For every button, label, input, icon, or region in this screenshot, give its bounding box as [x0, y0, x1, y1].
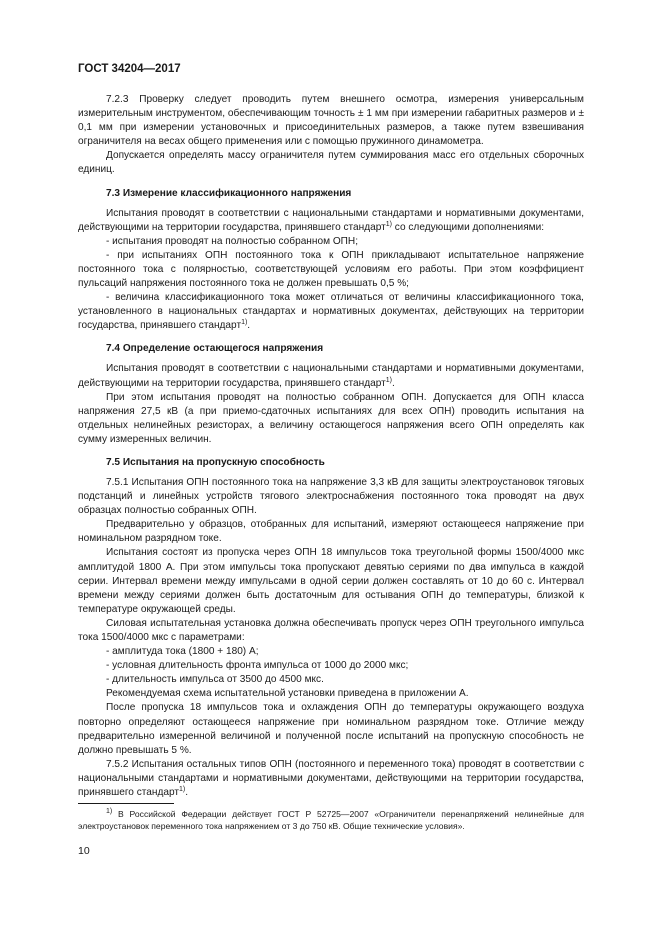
section-heading-7-5: 7.5 Испытания на пропускную способность	[106, 456, 325, 468]
paragraph-after-test: После пропуска 18 импульсов тока и охлаждения ОПН до температуры окружающего воздуха повторно определяют остающееся напряжение при номинальном разрядном токе. Отличие между предварительно измеренной величиной и полученной после испытаний на пропускную способность не должно превышать 5 %.	[78, 702, 584, 756]
document-body	[78, 93, 584, 800]
list-item: - величина классификационного тока может отличаться от величины классификационного тока, установленного в национальных стандартах и нормативных документах, действующих на территории государства, принявшего стандарт$^{1)}$.	[78, 292, 584, 332]
paragraph-7-4-detail: При этом испытания проводят на полностью собранном ОПН. Допускается для ОПН класса напряжения 27,5 кВ (а при приемо-сдаточных испытаниях для всех ОПН) проводить испытания на отдельных нелинейных резисторах, а величину остающегося напряжения всего ОПН определять как сумму измеренных величин.	[78, 391, 584, 445]
paragraph-7-2-3: 7.2.3 Проверку следует проводить путем внешнего осмотра, измерения универсальным измерительным инструментом, обеспечивающим точность ± 1 мм при измерении габаритных размеров и ± 0,1 мм при измерении установочных и присоединительных размеров, а также путем взвешивания ограничителя на весах общего применения или с помощью пружинного динамометра.	[78, 94, 584, 148]
section-heading-7-3: 7.3 Измерение классификационного напряжения	[106, 187, 352, 199]
list-item: - амплитуда тока (1800 + 180) А;	[106, 646, 259, 658]
paragraph-7-3-intro: Испытания проводят в соответствии с национальными стандартами и нормативными документами, действующими на территории государства, принявшего стандарт$^{1)}$ со следующими дополнениями:	[78, 207, 584, 233]
list-item: - длительность импульса от 3500 до 4500 мкс.	[106, 674, 324, 686]
paragraph-appendix-ref: Рекомендуемая схема испытательной установки приведена в приложении А.	[106, 688, 469, 700]
page-number: 10	[78, 845, 90, 857]
paragraph-7-5-2: 7.5.2 Испытания остальных типов ОПН (постоянного и переменного тока) проводят в соответствии с национальными стандартами и нормативными документами, действующими на территории государства, принявшего стандарт$^{1)}$.	[78, 758, 584, 799]
list-item: - испытания проводят на полностью собранном ОПН;	[106, 235, 359, 247]
paragraph-test-pulses: Испытания состоят из пропуска через ОПН 18 импульсов тока треугольной формы 1500/4000 мкс амплитудой 1800 А. При этом импульсы тока пропускают девятью сериями по два импульса в каждой серии. Интервал времени между импульсами в одной серии должен составлять от 10 до 60 с. Интервал времени между сериями должен быть достаточным для остывания ОПН до температуры, близкой к температуре окружающей среды.	[78, 547, 584, 615]
list-item: - при испытаниях ОПН постоянного тока к ОПН прикладывают испытательное напряжение постоянного тока с полярностью, соответствующей условиям его работы. При этом коэффициент пульсаций напряжения постоянного тока не должен превышать 0,5 %;	[78, 249, 584, 290]
footnote: $^{1)}$ В Российской Федерации действует ГОСТ Р 52725—2007 «Ограничители перенапряжений нелинейные для электроустановок переменного тока напряжением от 3 до 750 кВ. Общие технические условия».	[78, 808, 584, 832]
paragraph-7-5-1: 7.5.1 Испытания ОПН постоянного тока на напряжение 3,3 кВ для защиты электроустановок тяговых подстанций и линейных устройств тягового электроснабжения постоянного тока проводят на двух образцах полностью собранных ОПН.	[78, 476, 584, 517]
list-item: - условная длительность фронта импульса от 1000 до 2000 мкс;	[106, 660, 409, 672]
document-header: ГОСТ 34204—2017	[78, 63, 181, 75]
paragraph-mass: Допускается определять массу ограничителя путем суммирования масс его отдельных сборочных единиц.	[78, 150, 584, 176]
section-heading-7-4: 7.4 Определение остающегося напряжения	[106, 343, 324, 355]
paragraph-preliminary: Предварительно у образцов, отобранных для испытаний, измеряют остающееся напряжение при номинальном разрядном токе.	[78, 519, 584, 545]
footnote-divider	[78, 803, 174, 804]
paragraph-test-setup: Силовая испытательная установка должна обеспечивать пропуск через ОПН треугольного импульса тока 1500/4000 мкс с параметрами:	[78, 617, 584, 643]
paragraph-7-4-intro: Испытания проводят в соответствии с национальными стандартами и нормативными документами, действующими на территории государства, принявшего стандарт$^{1)}$.	[78, 363, 584, 389]
